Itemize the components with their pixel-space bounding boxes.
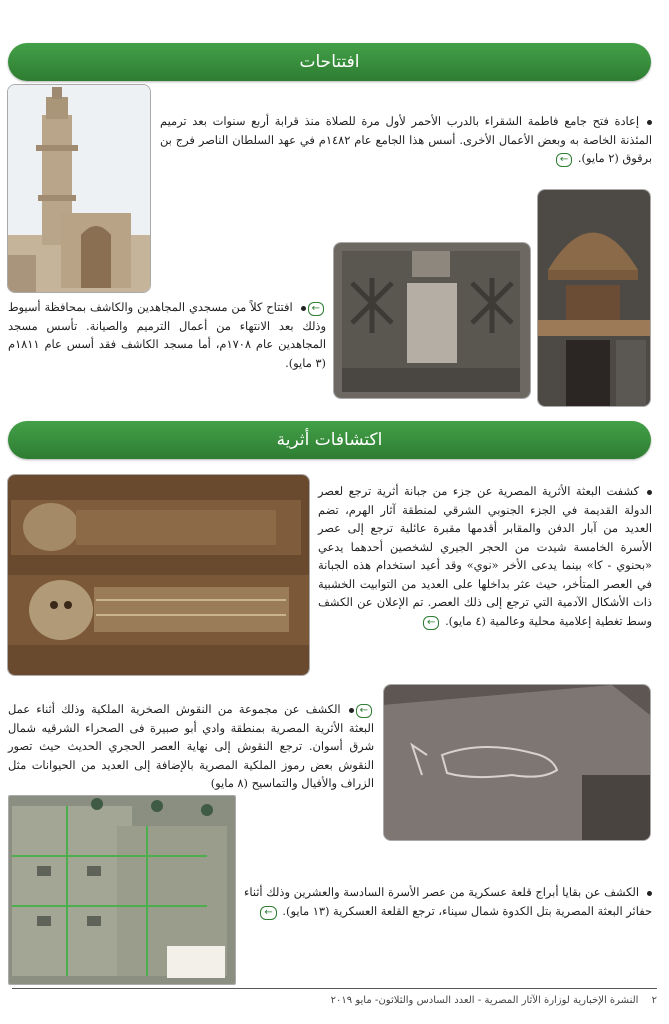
bullet-icon (301, 306, 306, 311)
opening-item-1-text: إعادة فتح جامع فاطمة الشقراء بالدرب الأحمر لأول مرة للصلاة منذ قرابة أربع سنوات بعد ترميم المئذنة الخاصة به وبعض الأعمال الأخرى. أسس هذا الجامع عام ١٤٨٢م في عهد السلطان الناصر فرج بن برقوق (٢ مايو). (160, 114, 652, 165)
section-banner-discoveries (8, 421, 651, 459)
page-footer (12, 988, 657, 1006)
minaret-photo (7, 84, 151, 293)
arrow-icon: ← (556, 153, 572, 167)
minaret-image (7, 85, 150, 293)
opening-item-1 (160, 112, 652, 168)
arrow-icon: ← (260, 906, 276, 920)
discovery-item-3-text: الكشف عن بقايا أبراج قلعة عسكرية من عصر الأسرة السادسة والعشرين وذلك أثناء حفائر البعثة المصرية بتل الكدوة شمال سيناء، ترجع القلعة العسكرية (١٣ مايو). (244, 885, 652, 918)
section-title-discoveries: اكتشافات أثرية (276, 430, 383, 450)
page-number: ٢ (651, 995, 657, 1006)
discovery-item-2 (8, 700, 374, 793)
bullet-icon (349, 708, 354, 713)
arrow-icon: ← (356, 704, 372, 718)
bullet-icon (647, 490, 652, 495)
arched-doorway-image (537, 190, 650, 407)
coffins-photo (7, 474, 310, 676)
site-plan-image (8, 796, 235, 985)
discovery-item-2-text: الكشف عن مجموعة من النقوش الصخرية الملكية وذلك أثناء عمل البعثة الأثرية المصرية بمنطقة وادي أبو صبيرة فى الصحراء الشرقيه شمال شرق أسوان. ترجع النقوش إلى نهاية العصر الحجري الحديث حيث تصور النقوش بعض رموز الملكية المصرية بالإضافة إلى العديد من الحيوانات مثل الزراف والأفيال والتماسيح (٨ مايو) (8, 702, 374, 790)
coffins-image (7, 475, 309, 676)
bullet-icon (647, 120, 652, 125)
opening-item-2 (8, 298, 326, 372)
rock-inscription-image (383, 685, 650, 841)
arrow-icon: ← (423, 616, 439, 630)
carved-wall-image (333, 243, 530, 399)
discovery-item-1 (318, 482, 652, 630)
arched-doorway-photo (537, 189, 651, 407)
carved-wall-photo (333, 242, 531, 399)
discovery-item-3 (244, 883, 652, 920)
arrow-icon: ← (308, 302, 324, 316)
bullet-icon (647, 891, 652, 896)
site-plan-photo (8, 795, 236, 985)
section-title-openings: افتتاحات (299, 52, 360, 72)
footer-text: النشرة الإخبارية لوزارة الآثار المصرية - العدد السادس والثلاثون- مايو ٢٠١٩ (330, 995, 639, 1006)
discovery-item-1-text: كشفت البعثة الأثرية المصرية عن جزء من جبانة أثرية ترجع لعصر الدولة القديمة في الجزء الجنوبي الشرقي لمنطقة آثار الهرم، تضم العديد من آبار الدفن والمقابر أقدمها مقبرة عائلية ترجع إلى عصر الأسرة الخامسة شيدت من الحجر الجيري لشخصين أحدهما يدعي «بحنوي - كا» بينما يدعى الأخر «نوي» وقد أعيد استخدام هذه الجبانة في العصر المتأخر، حيث عثر بداخلها على العديد من التوابيت الخشبية ذات الأشكال الآدمية التي ترجع إلى ذلك العصر. تم الإعلان عن الكشف وسط تغطية إعلامية محلية وعالمية (٤ مايو). (318, 484, 652, 628)
section-banner-openings (8, 43, 651, 81)
rock-inscription-photo (383, 684, 651, 841)
opening-item-2-text: افتتاح كلاً من مسجدي المجاهدين والكاشف بمحافظة أسيوط وذلك بعد الانتهاء من أعمال الترميم والصيانة. تأسس مسجد المجاهدين عام ١٧٠٨م، أما مسجد الكاشف فقد أسس عام ١٨١١م (٣ مايو). (8, 300, 327, 370)
